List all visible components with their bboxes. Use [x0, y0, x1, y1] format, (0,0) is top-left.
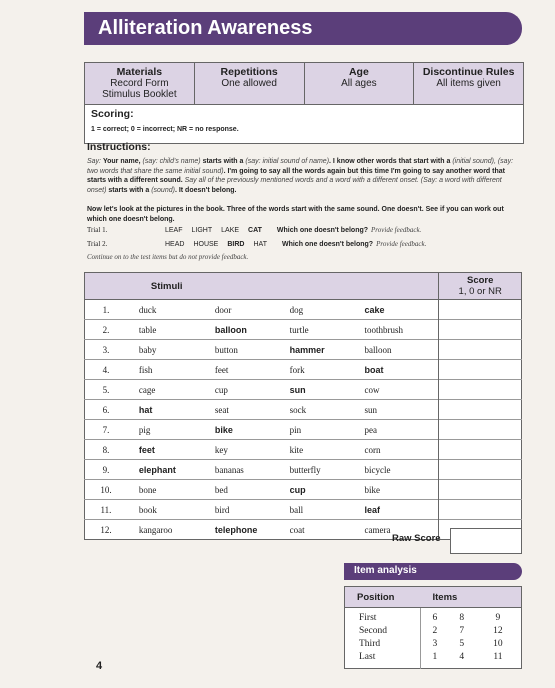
age-label: Age — [348, 66, 369, 78]
scoring-section — [85, 105, 523, 143]
score-cell[interactable] — [439, 340, 522, 360]
item-analysis-row — [345, 608, 522, 626]
stimulus-word: cake — [364, 300, 439, 320]
score-cell[interactable] — [439, 380, 522, 400]
instruction-segment: . I'm going to say all the words again but this time I'm going to say another word that starts with a different sound. — [87, 167, 505, 184]
item-number: 6 — [432, 613, 438, 623]
trial-word: BIRD — [227, 240, 245, 248]
item-number: 7 — [459, 626, 465, 636]
item-number: 5. — [85, 380, 127, 400]
stimulus-word: cup — [289, 480, 364, 500]
table-row — [85, 480, 522, 500]
stimuli-body — [85, 300, 522, 540]
item-number: 7. — [85, 420, 127, 440]
item-number: 12 — [493, 626, 503, 636]
item-analysis-table — [344, 586, 522, 669]
stimulus-word: table — [127, 320, 214, 340]
stimulus-word: toothbrush — [364, 320, 439, 340]
score-cell[interactable] — [439, 360, 522, 380]
stimuli-header-row — [85, 273, 522, 300]
instruction-segment: (sound) — [151, 186, 175, 194]
page-number: 4 — [96, 660, 103, 672]
stimulus-word: bicycle — [364, 460, 439, 480]
item-number: 4 — [459, 652, 465, 662]
instruction-segment: starts with a — [202, 158, 246, 165]
title-banner — [84, 12, 522, 45]
discontinue-cell — [414, 63, 523, 104]
score-header-label: Score — [467, 275, 494, 286]
instruction-segment: (say: initial sound of name) — [245, 158, 330, 165]
info-header — [85, 63, 523, 105]
stimuli-table — [84, 272, 522, 540]
trial-word: LAKE — [221, 226, 240, 234]
stimulus-word: butterfly — [289, 460, 364, 480]
trial-feedback: Provide feedback. — [371, 226, 422, 234]
stimulus-word: leaf — [364, 500, 439, 520]
trial-word: HEAD — [165, 240, 185, 248]
instruction-segment: Say: — [87, 158, 103, 165]
stimulus-word: bike — [364, 480, 439, 500]
item-analysis-row — [345, 625, 522, 638]
item-number: 1 — [432, 652, 438, 662]
item-number: 2. — [85, 320, 127, 340]
score-cell[interactable] — [439, 300, 522, 320]
trial-word: HAT — [253, 240, 267, 248]
item-number: 10 — [493, 639, 503, 649]
continue-note: Continue on to the test items but do not provide feedback. — [87, 253, 249, 261]
score-cell[interactable] — [439, 460, 522, 480]
stimulus-word: seat — [214, 400, 289, 420]
stimuli-header: Stimuli — [127, 273, 439, 300]
item-analysis-header-row — [345, 587, 522, 608]
stimulus-word: baby — [127, 340, 214, 360]
trial-1-row — [87, 226, 421, 234]
trial-word: CAT — [248, 226, 262, 234]
stimulus-word: bird — [214, 500, 289, 520]
items-header: Items — [421, 587, 522, 608]
stimulus-word: hammer — [289, 340, 364, 360]
instructions-paragraph-2: Now let's look at the pictures in the book. Three of the words start with the same sound. One doesn't. See if you can work out which one doesn't belong. — [87, 206, 504, 223]
stimulus-word: bananas — [214, 460, 289, 480]
stimulus-word: duck — [127, 300, 214, 320]
stimulus-word: kite — [289, 440, 364, 460]
table-row — [85, 300, 522, 320]
trial-feedback: Provide feedback. — [376, 240, 427, 248]
stimulus-word: corn — [364, 440, 439, 460]
stimulus-word: cage — [127, 380, 214, 400]
instructions-title: Instructions: — [87, 141, 151, 153]
item-number: 11 — [493, 652, 503, 662]
instruction-segment: (initial sound), (say: two words that share the same initial sound) — [87, 158, 514, 175]
position-label: Third — [345, 638, 421, 651]
position-header: Position — [345, 587, 421, 608]
stimulus-word: button — [214, 340, 289, 360]
item-number: 9 — [495, 613, 501, 623]
score-cell[interactable] — [439, 320, 522, 340]
materials-cell — [85, 63, 195, 104]
instruction-segment: (say: child's name) — [142, 158, 203, 165]
instruction-segment: . I know other words that start with a — [329, 158, 453, 165]
item-number: 6. — [85, 400, 127, 420]
score-cell[interactable] — [439, 440, 522, 460]
discontinue-value: All items given — [436, 78, 501, 89]
item-number: 8 — [459, 613, 465, 623]
stimulus-word: kangaroo — [127, 520, 214, 540]
stimulus-word: pin — [289, 420, 364, 440]
trial-label: Trial 1. — [87, 226, 108, 234]
age-cell — [305, 63, 415, 104]
trial-label: Trial 2. — [87, 240, 108, 248]
item-analysis-body — [345, 608, 522, 669]
scoring-label: Scoring: — [91, 108, 134, 120]
stimulus-word: turtle — [289, 320, 364, 340]
item-analysis-title: Item analysis — [354, 565, 417, 576]
score-cell[interactable] — [439, 420, 522, 440]
repetitions-cell — [195, 63, 305, 104]
table-row — [85, 340, 522, 360]
item-number: 2 — [432, 626, 438, 636]
trial-question: Which one doesn't belong? — [281, 240, 374, 248]
position-label: Second — [345, 625, 421, 638]
table-row — [85, 360, 522, 380]
stimulus-word: book — [127, 500, 214, 520]
stimulus-word: elephant — [127, 460, 214, 480]
score-header — [439, 273, 522, 300]
item-number: 12. — [85, 520, 127, 540]
score-cell[interactable] — [439, 400, 522, 420]
info-box — [84, 62, 524, 144]
stimulus-word: balloon — [364, 340, 439, 360]
trial-2-row — [87, 240, 426, 248]
stimulus-word: dog — [289, 300, 364, 320]
table-row — [85, 380, 522, 400]
stimulus-word: bone — [127, 480, 214, 500]
materials-line1: Record Form — [110, 78, 169, 89]
stimulus-word: camera — [364, 520, 439, 540]
raw-score-label: Raw Score — [392, 533, 441, 544]
trial-word: HOUSE — [193, 240, 219, 248]
age-value: All ages — [341, 78, 377, 89]
stimulus-word: sock — [289, 400, 364, 420]
stimulus-word: cow — [364, 380, 439, 400]
table-row — [85, 420, 522, 440]
trial-word: LIGHT — [191, 226, 213, 234]
item-number: 10. — [85, 480, 127, 500]
page-title: Alliteration Awareness — [98, 17, 313, 39]
table-row — [85, 400, 522, 420]
instruction-segment: starts with a — [108, 186, 152, 194]
num-header — [85, 273, 127, 300]
position-label: Last — [345, 651, 421, 669]
item-number: 9. — [85, 460, 127, 480]
item-number: 8. — [85, 440, 127, 460]
stimulus-word: balloon — [214, 320, 289, 340]
repetitions-value: One allowed — [221, 78, 277, 89]
stimulus-word: boat — [364, 360, 439, 380]
stimulus-word: coat — [289, 520, 364, 540]
materials-label: Materials — [116, 66, 163, 78]
item-number: 4. — [85, 360, 127, 380]
stimulus-word: door — [214, 300, 289, 320]
stimulus-word: hat — [127, 400, 214, 420]
stimulus-word: cup — [214, 380, 289, 400]
instruction-segment: . It doesn't belong. — [174, 186, 237, 194]
stimulus-word: sun — [289, 380, 364, 400]
stimulus-word: fork — [289, 360, 364, 380]
trial-word: LEAF — [165, 226, 183, 234]
stimulus-word: fish — [127, 360, 214, 380]
stimulus-word: bed — [214, 480, 289, 500]
stimulus-word: ball — [289, 500, 364, 520]
item-analysis-row — [345, 638, 522, 651]
table-row — [85, 320, 522, 340]
stimulus-word: telephone — [214, 520, 289, 540]
stimulus-word: key — [214, 440, 289, 460]
stimulus-word: feet — [127, 440, 214, 460]
table-row — [85, 440, 522, 460]
stimulus-word: feet — [214, 360, 289, 380]
item-analysis-banner — [344, 563, 522, 580]
score-cell[interactable] — [439, 500, 522, 520]
table-row — [85, 500, 522, 520]
scoring-desc: 1 = correct; 0 = incorrect; NR = no response. — [91, 126, 239, 133]
item-number: 11. — [85, 500, 127, 520]
stimulus-word: pig — [127, 420, 214, 440]
materials-line2: Stimulus Booklet — [102, 89, 177, 100]
item-number: 3. — [85, 340, 127, 360]
raw-score-input[interactable] — [450, 528, 522, 554]
score-cell[interactable] — [439, 480, 522, 500]
table-row — [85, 460, 522, 480]
stimulus-word: pea — [364, 420, 439, 440]
discontinue-label: Discontinue Rules — [422, 66, 515, 78]
item-analysis-row — [345, 651, 522, 669]
item-number: 5 — [459, 639, 465, 649]
instruction-segment: Say all of the previously mentioned words and a word with a different onset. (Say: a word with different onset) — [87, 177, 502, 194]
stimulus-word: bike — [214, 420, 289, 440]
trial-question: Which one doesn't belong? — [276, 226, 369, 234]
score-header-sub: 1, 0 or NR — [458, 286, 502, 297]
stimulus-word: sun — [364, 400, 439, 420]
item-number: 1. — [85, 300, 127, 320]
instruction-segment: Your name, — [102, 158, 143, 165]
instructions-paragraph-1 — [87, 157, 523, 195]
item-number: 3 — [432, 639, 438, 649]
position-label: First — [345, 608, 421, 626]
repetitions-label: Repetitions — [220, 66, 278, 78]
